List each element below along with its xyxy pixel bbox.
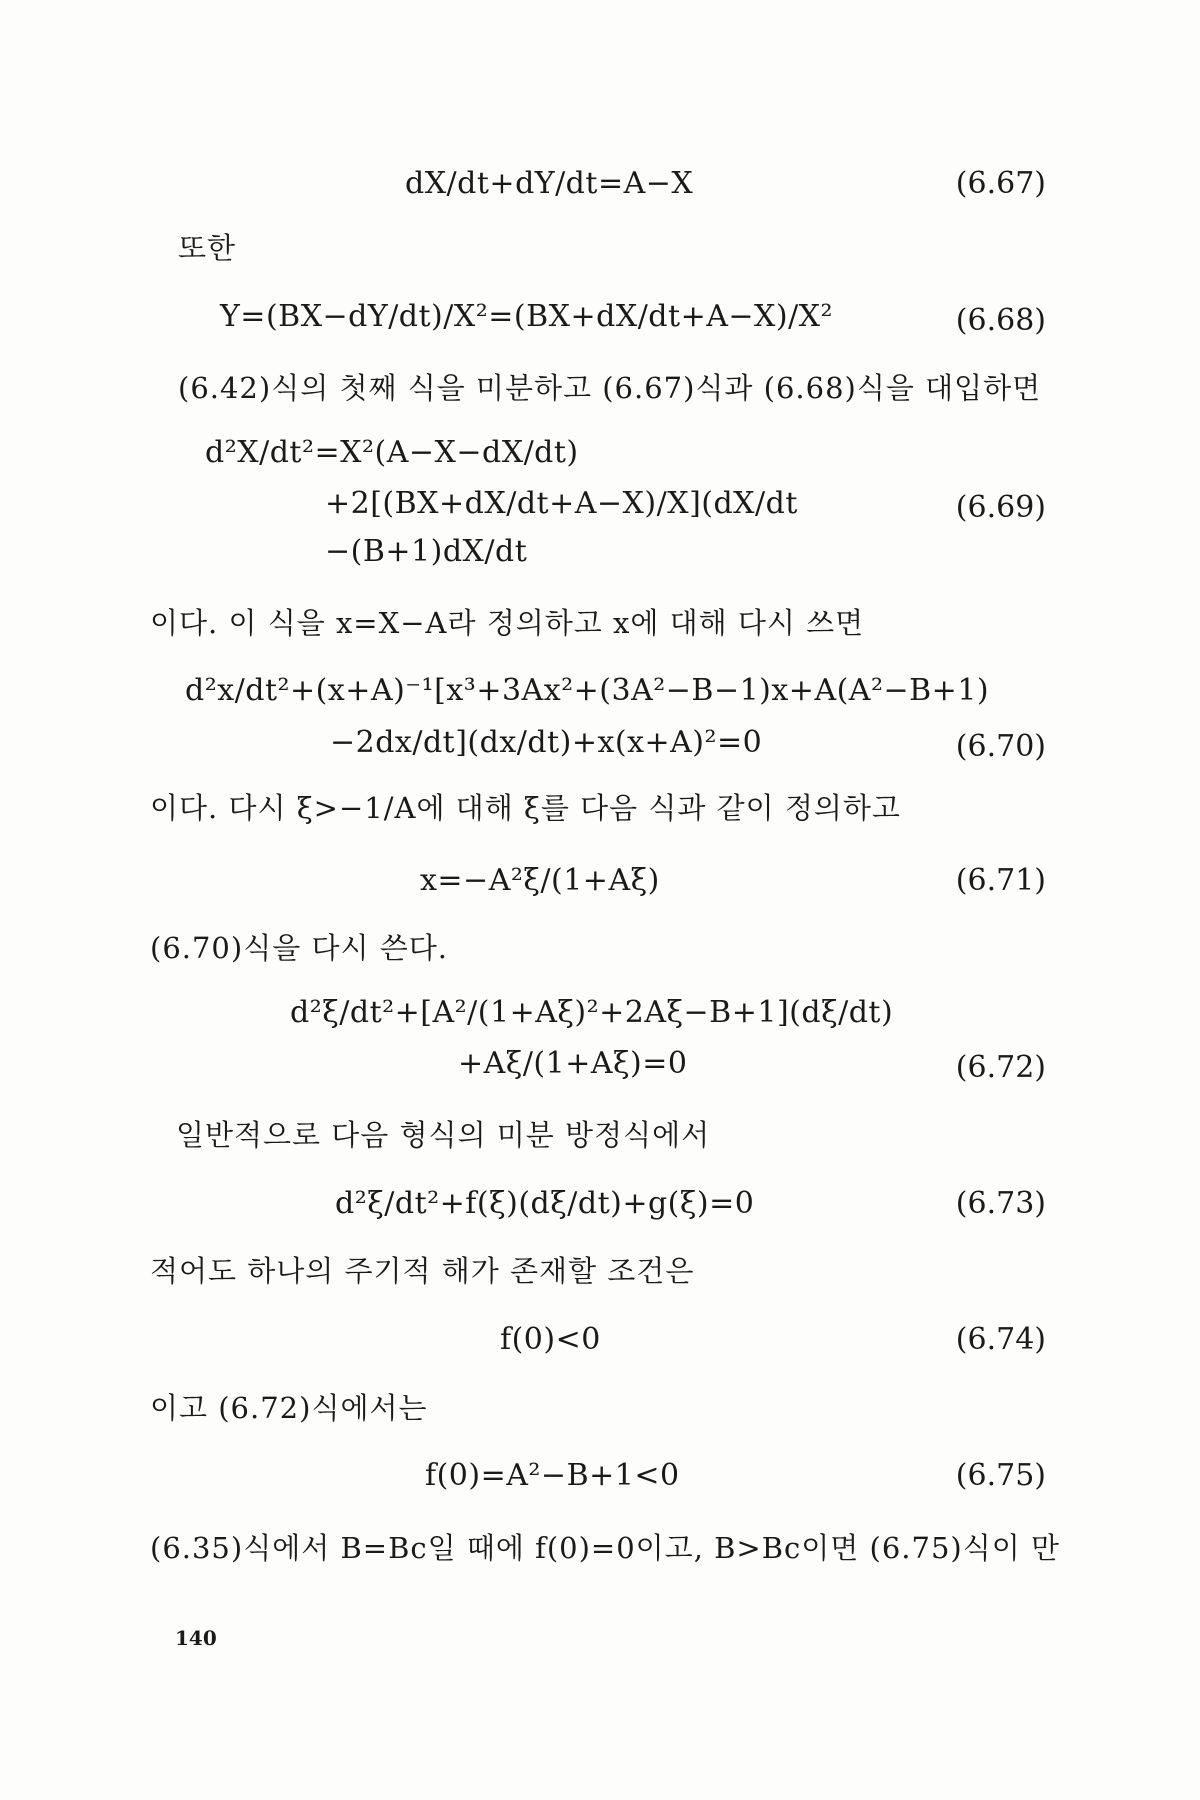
equation-6-72-line-2: +Aξ/(1+Aξ)=0 <box>458 1046 688 1081</box>
text-line-8: 이고 (6.72)식에서는 <box>150 1391 428 1425</box>
equation-number-6-71: (6.71) <box>955 863 1046 898</box>
equation-6-70-line-2: −2dx/dt](dx/dt)+x(x+A)²=0 <box>330 725 763 760</box>
equation-number-6-68: (6.68) <box>955 303 1046 338</box>
equation-6-75: f(0)=A²−B+1<0 <box>425 1458 680 1493</box>
text-line-4: 이다. 다시 ξ>−1/A에 대해 ξ를 다음 식과 같이 정의하고 <box>150 791 901 825</box>
equation-number-6-67: (6.67) <box>955 166 1046 201</box>
equation-number-6-72: (6.72) <box>955 1050 1046 1085</box>
equation-6-74: f(0)<0 <box>500 1322 601 1357</box>
equation-number-6-74: (6.74) <box>955 1322 1046 1357</box>
text-line-3: 이다. 이 식을 x=X−A라 정의하고 x에 대해 다시 쓰면 <box>150 606 865 640</box>
text-line-2: (6.42)식의 첫째 식을 미분하고 (6.67)식과 (6.68)식을 대입하면 <box>178 371 1042 405</box>
text-line-6: 일반적으로 다음 형식의 미분 방정식에서 <box>176 1118 711 1152</box>
equation-number-6-69: (6.69) <box>955 490 1046 525</box>
equation-number-6-75: (6.75) <box>955 1458 1046 1493</box>
equation-number-6-70: (6.70) <box>955 729 1046 764</box>
equation-6-72-line-1: d²ξ/dt²+[A²/(1+Aξ)²+2Aξ−B+1](dξ/dt) <box>290 995 894 1030</box>
equation-6-71: x=−A²ξ/(1+Aξ) <box>420 863 660 898</box>
text-line-5: (6.70)식을 다시 쓴다. <box>150 931 448 965</box>
equation-6-73: d²ξ/dt²+f(ξ)(dξ/dt)+g(ξ)=0 <box>335 1186 755 1221</box>
equation-6-70-line-1: d²x/dt²+(x+A)⁻¹[x³+3Ax²+(3A²−B−1)x+A(A²−B+1) <box>185 673 990 708</box>
text-line-7: 적어도 하나의 주기적 해가 존재할 조건은 <box>150 1254 695 1288</box>
text-line-1: 또한 <box>178 231 237 265</box>
equation-6-69-line-3: −(B+1)dX/dt <box>325 534 528 569</box>
equation-number-6-73: (6.73) <box>955 1186 1046 1221</box>
page-number: 140 <box>175 1626 217 1650</box>
equation-6-69-line-1: d²X/dt²=X²(A−X−dX/dt) <box>205 435 579 470</box>
text-line-9: (6.35)식에서 B=Bc일 때에 f(0)=0이고, B>Bc이면 (6.75)식이 만 <box>150 1531 1060 1565</box>
equation-6-67: dX/dt+dY/dt=A−X <box>405 166 694 201</box>
equation-6-69-line-2: +2[(BX+dX/dt+A−X)/X](dX/dt <box>325 486 798 521</box>
equation-6-68: Y=(BX−dY/dt)/X²=(BX+dX/dt+A−X)/X² <box>220 299 834 334</box>
